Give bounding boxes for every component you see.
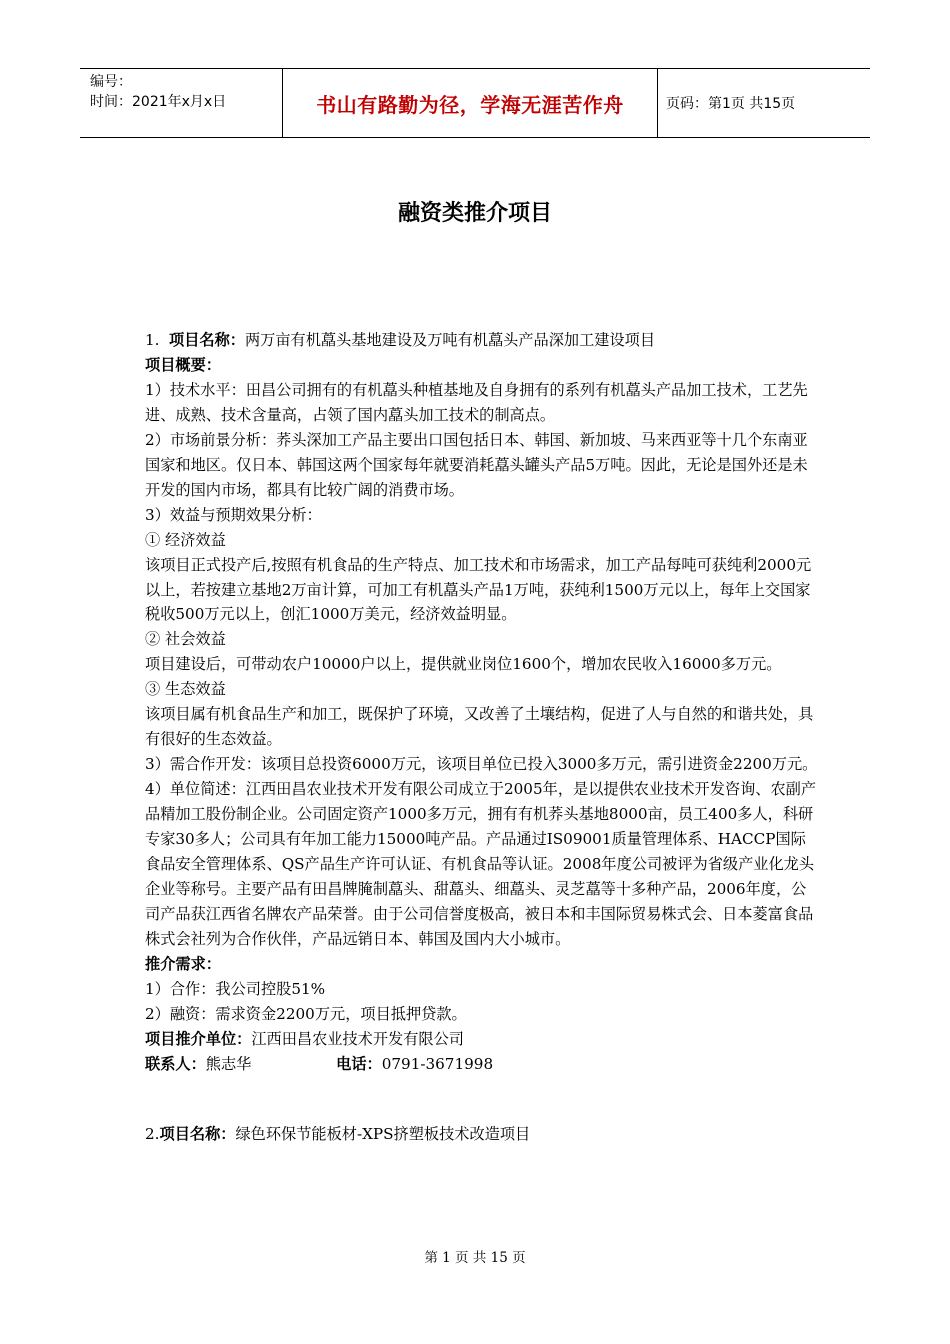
contact-line	[145, 1052, 820, 1077]
serial-number-label: 编号：	[90, 74, 132, 90]
unit-description-paragraph: 4）单位简述：江西田昌农业技术开发有限公司成立于2005年，是以提供农业技术开发咨询、农副产品精加工股份制企业。公司固定资产1000多万元，拥有有机荞头基地8000亩，员工400多人，科研专家30多人；公司具有年加工能力15000吨产品。产品通过IS09001质量管理体系、HACCP国际食品安全管理体系、QS产品生产许可认证、有机食品等认证。2008年度公司被评为省级产业化龙头企业等称号。主要产品有田昌牌腌制藠头、甜藠头、细藠头、灵芝藠等十多种产品，2006年度，公司产品获江西省名牌农产品荣誉。由于公司信誉度极高，被日本和丰国际贸易株式会、日本菱富食品株式会社列为合作伙伴，产品远销日本、韩国及国内大小城市。	[145, 780, 817, 948]
document-title: 融资类推介项目	[397, 201, 552, 226]
ecological-benefit-title: ③ 生态效益	[145, 680, 226, 699]
overview-label: 项目概要：	[145, 355, 221, 374]
cooperation-paragraph: 3）需合作开发：该项目总投资6000万元，该项目单位已投入3000多万元，需引进资金2200万元。	[145, 755, 818, 774]
project1-name-label: 项目名称：	[169, 331, 245, 349]
social-benefit-text: 项目建设后，可带动农户10000户以上，提供就业岗位1600个，增加农民收入16000多万元。	[145, 655, 782, 674]
project1-number: 1.	[145, 331, 160, 349]
ecological-benefit-text: 该项目属有机食品生产和加工，既保护了环境，又改善了土壤结构，促进了人与自然的和谐共处，具有很好的生态效益。	[145, 705, 814, 749]
project2-name: 绿色环保节能板材-XPS挤塑板技术改造项目	[235, 1124, 531, 1143]
need-cooperation: 1）合作：我公司控股51%	[145, 979, 326, 998]
project2-name-label: 项目名称：	[159, 1124, 236, 1143]
economic-benefit-text: 该项目正式投产后,按照有机食品的生产特点、加工技术和市场需求，加工产品每吨可获纯利2000元以上，若按建立基地2万亩计算，可加工有机藠头产品1万吨，获纯利1500万元以上，每年上交国家税收500万元以上，创汇1000万美元，经济效益明显。	[145, 555, 812, 624]
document-body	[145, 328, 820, 1147]
project2-number: 2.	[145, 1124, 160, 1143]
date-label: 时间：2021年x月x日	[90, 94, 227, 110]
header-page-info: 页码：第1页 共15页	[666, 96, 796, 112]
market-paragraph: 2）市场前景分析：荞头深加工产品主要出口国包括日本、韩国、新加坡、马来西亚等十几个东南亚国家和地区。仅日本、韩国这两个国家每年就要消耗藠头罐头产品5万吨。因此，无论是国外还是未开发的国内市场，都具有比较广阔的消费市场。	[145, 430, 808, 499]
page-footer: 第 1 页 共 15 页	[424, 1250, 526, 1266]
project1-heading	[145, 328, 820, 353]
promoting-unit-line	[145, 1027, 820, 1052]
document-header	[80, 68, 870, 138]
need-financing: 2）融资：需求资金2200万元，项目抵押贷款。	[145, 1004, 467, 1023]
promoting-unit-label: 项目推介单位：	[145, 1029, 252, 1048]
contact-name: 熊志华	[205, 1054, 252, 1073]
project1-name: 两万亩有机藠头基地建设及万吨有机藠头产品深加工建设项目	[244, 331, 655, 349]
contact-label: 联系人：	[145, 1054, 206, 1073]
promoting-unit-name: 江西田昌农业技术开发有限公司	[251, 1029, 464, 1048]
project2-heading	[145, 1122, 820, 1147]
header-meta-cell	[80, 69, 282, 137]
social-benefit-title: ② 社会效益	[145, 630, 226, 649]
economic-benefit-title: ① 经济效益	[145, 530, 226, 549]
benefit-heading: 3）效益与预期效果分析：	[145, 505, 322, 524]
needs-label: 推介需求：	[145, 954, 221, 973]
phone-number: 0791-3671998	[381, 1054, 494, 1073]
phone-label: 电话：	[336, 1054, 382, 1073]
header-motto: 书山有路勤为径，学海无涯苦作舟	[282, 69, 658, 137]
tech-paragraph: 1）技术水平：田昌公司拥有的有机藠头种植基地及自身拥有的系列有机藠头产品加工技术，工艺先进、成熟、技术含量高，占领了国内藠头加工技术的制高点。	[145, 380, 808, 424]
